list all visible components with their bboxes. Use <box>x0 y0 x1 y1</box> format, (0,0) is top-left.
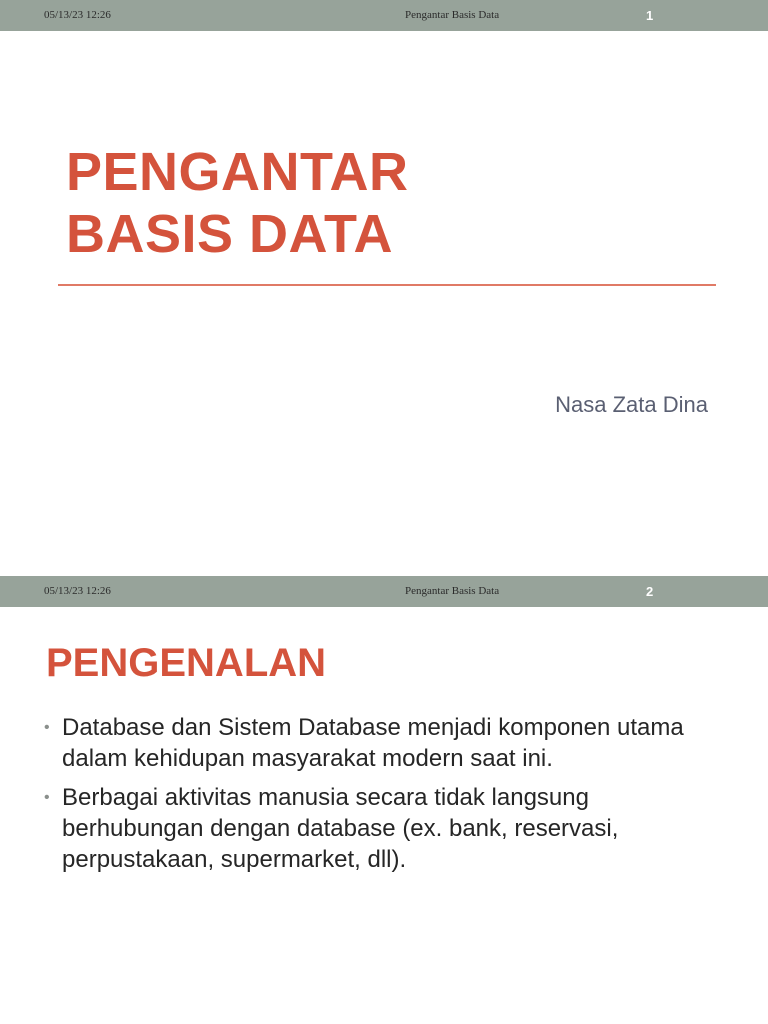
slide-title: PENGANTAR BASIS DATA <box>66 142 409 264</box>
bullet-dot-icon: • <box>44 719 50 736</box>
slide-header-bar <box>0 0 768 31</box>
bullet-text: Berbagai aktivitas manusia secara tidak langsung berhubungan dengan database (ex. bank, reservasi, perpustakaan, supermarket, dll). <box>62 784 619 873</box>
slide-footer-title: Pengantar Basis Data <box>405 585 500 597</box>
slide-subtitle-author: Nasa Zata Dina <box>555 392 708 417</box>
bullet-item <box>44 712 734 774</box>
slide-footer-title: Pengantar Basis Data <box>405 9 500 21</box>
title-divider <box>58 284 716 286</box>
bullet-item <box>44 782 734 875</box>
slide-header-bar <box>0 576 768 607</box>
slide-date: 05/13/23 12:26 <box>44 585 111 597</box>
bullet-text: Database dan Sistem Database menjadi komponen utama dalam kehidupan masyarakat modern saat ini. <box>62 714 684 772</box>
bullet-list <box>44 712 734 883</box>
slide-number: 1 <box>646 8 654 23</box>
slide-2 <box>0 576 768 1024</box>
slide-title: PENGENALAN <box>46 641 327 685</box>
bullet-dot-icon: • <box>44 789 50 806</box>
slide-number: 2 <box>646 584 654 599</box>
slide-date: 05/13/23 12:26 <box>44 9 111 21</box>
